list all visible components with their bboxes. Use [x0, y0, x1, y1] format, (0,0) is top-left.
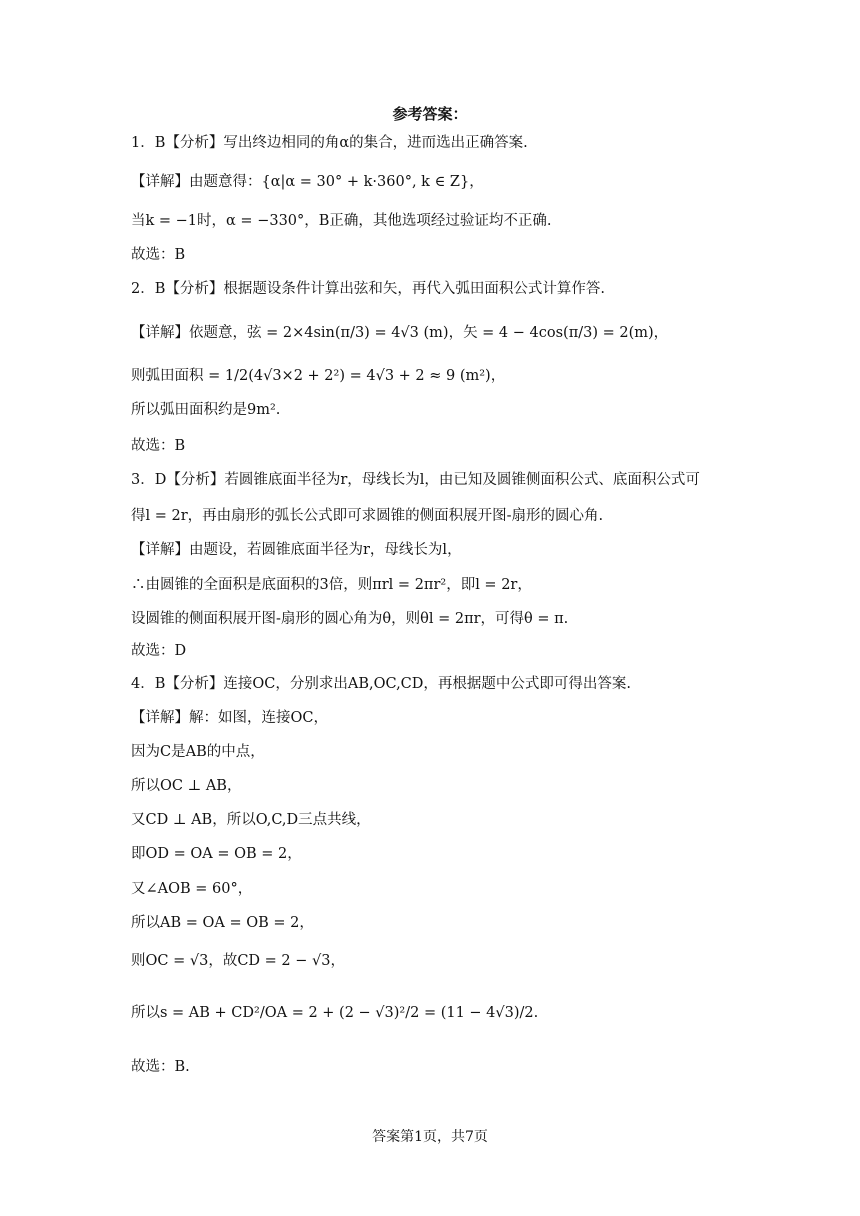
text-line: 设圆锥的侧面积展开图-扇形的圆心角为θ，则θl = 2πr，可得θ = π.	[131, 611, 569, 627]
text-line: 3．D【分析】若圆锥底面半径为r，母线长为l，由已知及圆锥侧面积公式、底面积公式可	[131, 472, 700, 488]
text-line: 又∠AOB = 60°，	[131, 881, 253, 897]
text-line: 【详解】由题意得：{α|α = 30° + k·360°, k ∈ Z}，	[131, 174, 484, 190]
text-line: 得l = 2r，再由扇形的弧长公式即可求圆锥的侧面积展开图-扇形的圆心角.	[131, 508, 604, 524]
text-line: 故选：D	[131, 643, 187, 659]
text-line: 故选：B.	[131, 1059, 190, 1075]
text-line: 故选：B	[131, 438, 186, 454]
text-line: 则OC = √3，故CD = 2 − √3，	[131, 953, 345, 969]
text-line: 所以弧田面积约是9m².	[131, 402, 281, 418]
text-line: 4．B【分析】连接OC，分别求出AB,OC,CD，再根据题中公式即可得出答案.	[131, 676, 631, 692]
text-line: 故选：B	[131, 247, 186, 263]
text-line: 又CD ⊥ AB，所以O,C,D三点共线，	[131, 812, 371, 828]
page-footer: 答案第1页，共7页	[372, 1129, 488, 1145]
text-line: 【详解】依题意，弦 = 2×4sin(π/3) = 4√3 (m)，矢 = 4 − 4cos(π/3) = 2(m)，	[131, 325, 669, 341]
text-line: 因为C是AB的中点，	[131, 744, 265, 760]
text-line: 2．B【分析】根据题设条件计算出弦和矢，再代入弧田面积公式计算作答.	[131, 281, 605, 297]
page-title: 参考答案：	[392, 105, 468, 123]
text-line: ∴由圆锥的全面积是底面积的3倍，则πrl = 2πr²，即l = 2r，	[131, 577, 532, 593]
text-line: 即OD = OA = OB = 2，	[131, 846, 302, 862]
text-line: 【详解】解：如图，连接OC，	[131, 710, 328, 726]
text-line: 所以s = AB + CD²/OA = 2 + (2 − √3)²/2 = (11 − 4√3)/2.	[131, 1005, 539, 1021]
text-line: 1．B【分析】写出终边相同的角α的集合，进而选出正确答案.	[131, 135, 528, 151]
text-line: 【详解】由题设，若圆锥底面半径为r，母线长为l，	[131, 542, 462, 558]
text-line: 当k = −1时，α = −330°，B正确，其他选项经过验证均不正确.	[131, 213, 552, 229]
text-line: 则弧田面积 = 1/2(4√3×2 + 2²) = 4√3 + 2 ≈ 9 (m²)，	[131, 368, 506, 384]
text-line: 所以OC ⊥ AB，	[131, 778, 242, 794]
text-line: 所以AB = OA = OB = 2，	[131, 915, 314, 931]
